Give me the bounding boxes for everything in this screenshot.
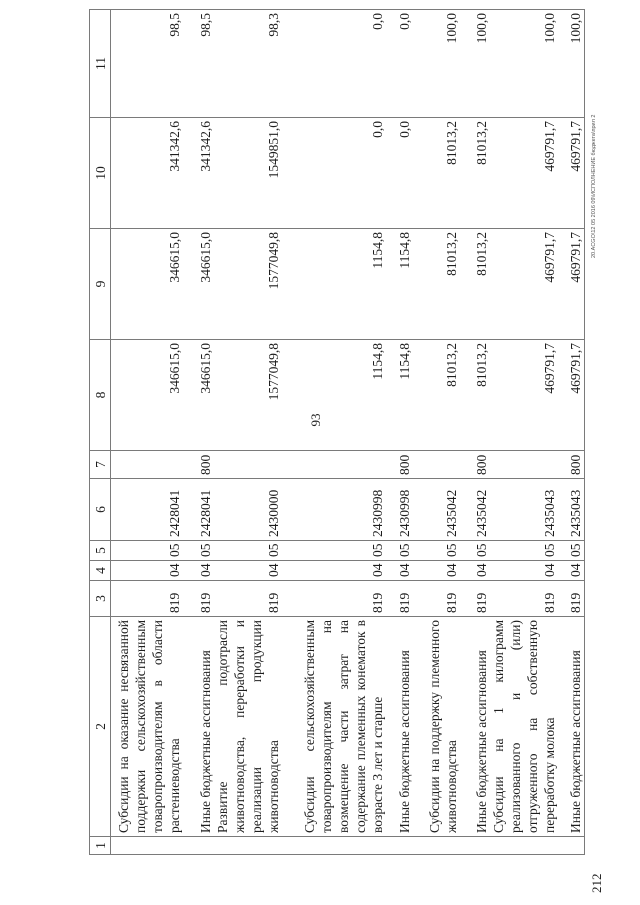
cell-col-11: 100,0 xyxy=(558,10,585,118)
cell-col-1 xyxy=(413,837,460,855)
cell-name: Развитие подотрасли животноводства, переработки и реализации продукции животноводства xyxy=(214,617,282,837)
cell-col-11: 0,0 xyxy=(282,10,386,118)
cell-col-11: 100,0 xyxy=(413,10,460,118)
cell-col-5: 05 xyxy=(214,541,282,561)
cell-col-7 xyxy=(282,451,386,479)
cell-col-9: 81013,2 xyxy=(413,229,460,340)
rotated-table-container xyxy=(89,10,581,855)
header-col-8: 8 xyxy=(90,340,111,451)
table-row xyxy=(386,10,413,855)
cell-col-1 xyxy=(183,837,214,855)
cell-col-1 xyxy=(111,837,184,855)
cell-col-11: 98,5 xyxy=(183,10,214,118)
cell-col-1 xyxy=(214,837,282,855)
cell-name: Иные бюджетные ассигнования xyxy=(558,617,585,837)
table-row xyxy=(282,10,386,855)
cell-col-10: 469791,7 xyxy=(558,118,585,229)
cell-col-4: 04 xyxy=(214,561,282,581)
cell-col-9: 469791,7 xyxy=(558,229,585,340)
cell-col-10: 1549851,0 xyxy=(214,118,282,229)
cell-col-6: 2428041 xyxy=(183,479,214,541)
cell-col-7: 800 xyxy=(460,451,490,479)
header-col-5: 5 xyxy=(90,541,111,561)
cell-col-5: 05 xyxy=(460,541,490,561)
cell-col-1 xyxy=(558,837,585,855)
cell-col-6: 2428041 xyxy=(111,479,184,541)
cell-col-9: 1154,8 xyxy=(282,229,386,340)
table-row xyxy=(413,10,460,855)
cell-name: Субсидии на 1 килограмм реализованного и (или) отгруженного на собственную переработку молока xyxy=(490,617,558,837)
table-row xyxy=(558,10,585,855)
cell-col-4: 04 xyxy=(558,561,585,581)
cell-col-7 xyxy=(214,451,282,479)
cell-name: Иные бюджетные ассигнования xyxy=(460,617,490,837)
cell-col-8: 346615,0 xyxy=(183,340,214,451)
cell-col-5: 05 xyxy=(282,541,386,561)
cell-col-3: 819 xyxy=(490,581,558,617)
cell-col-10: 0,0 xyxy=(282,118,386,229)
cell-col-10: 469791,7 xyxy=(490,118,558,229)
cell-col-8: 81013,2 xyxy=(413,340,460,451)
table-row xyxy=(214,10,282,855)
cell-col-10: 81013,2 xyxy=(413,118,460,229)
cell-col-5: 05 xyxy=(386,541,413,561)
cell-col-4: 04 xyxy=(413,561,460,581)
cell-col-7: 800 xyxy=(386,451,413,479)
cell-col-1 xyxy=(490,837,558,855)
cell-col-4: 04 xyxy=(386,561,413,581)
cell-col-4: 04 xyxy=(282,561,386,581)
cell-col-8: 1154,8 xyxy=(282,340,386,451)
cell-col-8: 469791,7 xyxy=(558,340,585,451)
cell-col-5: 05 xyxy=(558,541,585,561)
cell-col-7 xyxy=(413,451,460,479)
cell-col-6: 2430998 xyxy=(282,479,386,541)
cell-col-9: 81013,2 xyxy=(460,229,490,340)
table-row xyxy=(490,10,558,855)
cell-col-8: 1154,8 xyxy=(386,340,413,451)
cell-col-7: 800 xyxy=(183,451,214,479)
cell-col-8: 81013,2 xyxy=(460,340,490,451)
cell-col-6: 2430998 xyxy=(386,479,413,541)
cell-col-6: 2435042 xyxy=(413,479,460,541)
cell-col-7 xyxy=(490,451,558,479)
cell-col-6: 2435042 xyxy=(460,479,490,541)
cell-col-6: 2435043 xyxy=(558,479,585,541)
cell-col-5: 05 xyxy=(183,541,214,561)
cell-col-9: 469791,7 xyxy=(490,229,558,340)
cell-col-11: 0,0 xyxy=(386,10,413,118)
page-number-bottom: 212 xyxy=(589,873,604,893)
table-row xyxy=(460,10,490,855)
header-col-11: 11 xyxy=(90,10,111,118)
header-col-4: 4 xyxy=(90,561,111,581)
cell-col-4: 04 xyxy=(111,561,184,581)
cell-col-6: 2430000 xyxy=(214,479,282,541)
cell-col-3: 819 xyxy=(558,581,585,617)
budget-table xyxy=(89,9,585,855)
cell-col-1 xyxy=(460,837,490,855)
cell-col-5: 05 xyxy=(413,541,460,561)
cell-col-9: 346615,0 xyxy=(111,229,184,340)
cell-col-4: 04 xyxy=(490,561,558,581)
cell-col-4: 04 xyxy=(183,561,214,581)
header-col-3: 3 xyxy=(90,581,111,617)
cell-col-9: 1154,8 xyxy=(386,229,413,340)
cell-col-1 xyxy=(386,837,413,855)
cell-col-7: 800 xyxy=(558,451,585,479)
cell-col-8: 346615,0 xyxy=(111,340,184,451)
cell-name: Субсидии на поддержку племенного животноводства xyxy=(413,617,460,837)
cell-col-10: 341342,6 xyxy=(183,118,214,229)
header-col-1: 1 xyxy=(90,837,111,855)
footer-file-path: 20.ACGO\12 05 2016 09\ИСПОЛНЕНИЕ бюджета\прил 2 xyxy=(591,114,597,258)
cell-col-10: 0,0 xyxy=(386,118,413,229)
cell-col-9: 346615,0 xyxy=(183,229,214,340)
page-number-top: 93 xyxy=(308,413,323,427)
cell-col-7 xyxy=(111,451,184,479)
table-row xyxy=(183,10,214,855)
cell-col-3: 819 xyxy=(282,581,386,617)
header-col-6: 6 xyxy=(90,479,111,541)
cell-col-10: 81013,2 xyxy=(460,118,490,229)
cell-col-3: 819 xyxy=(183,581,214,617)
cell-col-11: 98,5 xyxy=(111,10,184,118)
cell-col-3: 819 xyxy=(386,581,413,617)
cell-name: Иные бюджетные ассигнования xyxy=(386,617,413,837)
cell-col-8: 1577049,8 xyxy=(214,340,282,451)
cell-col-11: 100,0 xyxy=(460,10,490,118)
cell-col-8: 469791,7 xyxy=(490,340,558,451)
cell-col-3: 819 xyxy=(413,581,460,617)
cell-col-3: 819 xyxy=(214,581,282,617)
cell-col-6: 2435043 xyxy=(490,479,558,541)
cell-col-5: 05 xyxy=(490,541,558,561)
cell-col-3: 819 xyxy=(460,581,490,617)
cell-col-4: 04 xyxy=(460,561,490,581)
header-col-10: 10 xyxy=(90,118,111,229)
cell-col-11: 98,3 xyxy=(214,10,282,118)
header-row xyxy=(90,10,111,855)
cell-col-3: 819 xyxy=(111,581,184,617)
cell-name: Субсидии сельскохозяйственным товаропроизводителям на возмещение части затрат на содержание племенных конематок в возрасте 3 лет и старше xyxy=(282,617,386,837)
cell-name: Иные бюджетные ассигнования xyxy=(183,617,214,837)
cell-name: Субсидии на оказание несвязанной поддержки сельскохозяйственным товаропроизводителям в области растениеводства xyxy=(111,617,184,837)
cell-col-10: 341342,6 xyxy=(111,118,184,229)
cell-col-5: 05 xyxy=(111,541,184,561)
cell-col-11: 100,0 xyxy=(490,10,558,118)
table-row xyxy=(111,10,184,855)
header-col-7: 7 xyxy=(90,451,111,479)
cell-col-1 xyxy=(282,837,386,855)
header-col-2: 2 xyxy=(90,617,111,837)
header-col-9: 9 xyxy=(90,229,111,340)
cell-col-9: 1577049,8 xyxy=(214,229,282,340)
